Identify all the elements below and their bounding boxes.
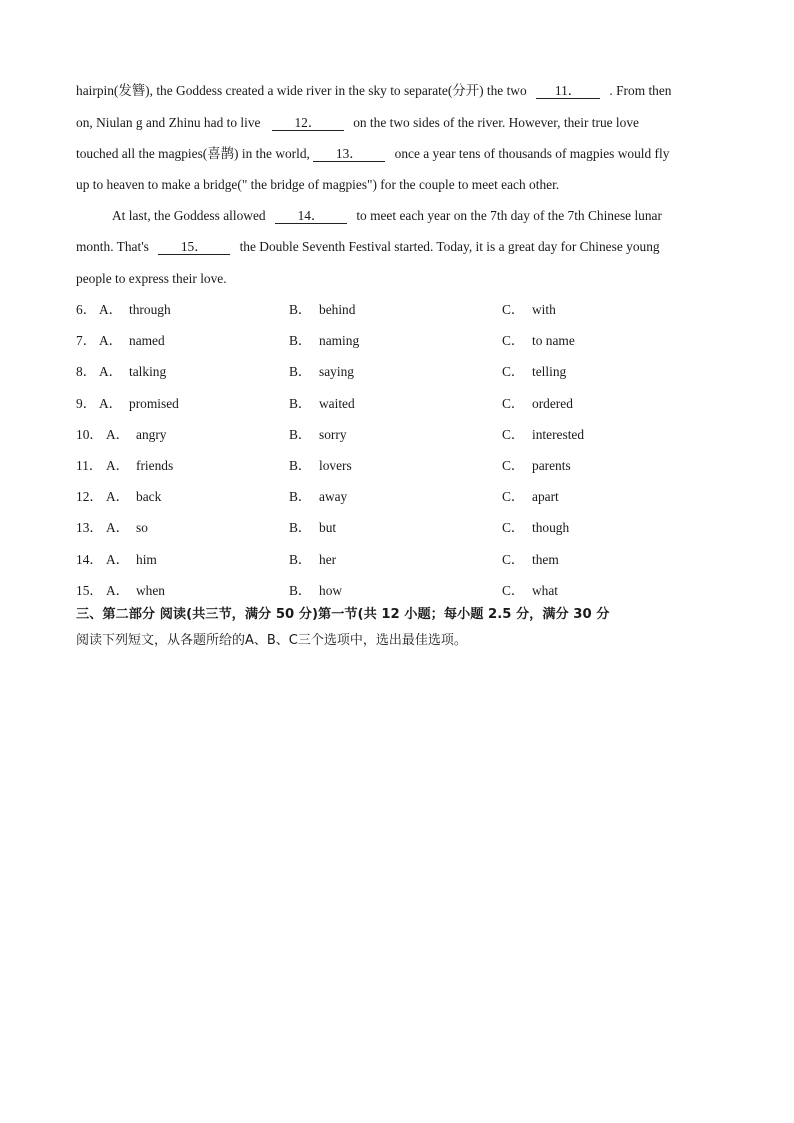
- option-a[interactable]: [99, 363, 166, 381]
- option-text: with: [532, 302, 556, 317]
- option-text: what: [532, 582, 559, 598]
- option-a[interactable]: [106, 551, 157, 569]
- option-text: back: [136, 489, 162, 505]
- option-b[interactable]: [289, 457, 352, 475]
- option-text: behind: [319, 302, 356, 317]
- option-letter: C．: [502, 426, 525, 442]
- option-text: interested: [532, 426, 585, 442]
- question-number: 12．: [76, 489, 103, 505]
- option-letter: B．: [289, 364, 312, 380]
- option-letter: B．: [289, 458, 312, 473]
- option-text: away: [319, 489, 348, 505]
- passage-line-2: [76, 114, 721, 132]
- question-number: 15．: [76, 582, 103, 598]
- option-c[interactable]: [502, 301, 556, 319]
- option-c[interactable]: [502, 426, 584, 444]
- option-c[interactable]: [502, 488, 559, 506]
- option-c[interactable]: [502, 457, 571, 475]
- option-row: [76, 551, 721, 569]
- passage-text: At last, the Goddess allowed: [112, 208, 266, 223]
- option-letter: A．: [106, 426, 130, 442]
- option-text: named: [129, 333, 165, 349]
- option-row: [76, 301, 721, 319]
- option-text: sorry: [319, 426, 347, 442]
- option-letter: B．: [289, 582, 312, 598]
- option-text: lovers: [319, 458, 352, 473]
- option-text: apart: [532, 489, 559, 505]
- option-letter: C．: [502, 520, 525, 536]
- option-letter: B．: [289, 333, 312, 349]
- option-a[interactable]: [99, 395, 179, 413]
- passage-text: touched all the magpies(喜鹊) in the world,: [76, 146, 310, 161]
- option-letter: B．: [289, 302, 312, 317]
- passage-text: hairpin(发簪), the Goddess created a wide river in the sky to separate(分开) the two: [76, 83, 527, 98]
- option-text: ordered: [532, 395, 573, 411]
- option-letter: C．: [502, 458, 525, 473]
- question-number: 11．: [76, 458, 103, 473]
- option-text: saying: [319, 364, 354, 380]
- option-a[interactable]: [106, 457, 173, 475]
- option-letter: A．: [99, 333, 123, 349]
- option-text: parents: [532, 458, 571, 473]
- passage-line-6: [76, 238, 721, 256]
- option-text: promised: [129, 395, 179, 411]
- passage-line-7: people to express their love.: [76, 271, 227, 286]
- option-letter: B．: [289, 520, 312, 536]
- option-b[interactable]: [289, 519, 336, 537]
- option-b[interactable]: [289, 488, 347, 506]
- option-b[interactable]: [289, 363, 354, 381]
- option-text: though: [532, 520, 570, 536]
- option-c[interactable]: [502, 551, 559, 569]
- passage-text: . From then: [609, 83, 672, 98]
- option-letter: A．: [106, 520, 130, 536]
- option-letter: C．: [502, 302, 525, 317]
- option-text: him: [136, 551, 157, 567]
- question-number: 8．: [76, 364, 97, 380]
- option-letter: A．: [99, 364, 123, 380]
- option-a[interactable]: [106, 519, 148, 537]
- option-text: angry: [136, 426, 167, 442]
- passage-text: to meet each year on the 7th day of the 7th Chinese lunar: [356, 208, 662, 223]
- passage-text: once a year tens of thousands of magpies would fly: [394, 146, 670, 161]
- option-text: naming: [319, 333, 360, 349]
- option-letter: C．: [502, 489, 525, 505]
- passage-text: month. That's: [76, 239, 149, 254]
- option-letter: C．: [502, 333, 525, 349]
- passage-line-1: [76, 82, 721, 100]
- option-row: [76, 582, 721, 600]
- option-b[interactable]: [289, 301, 355, 319]
- question-number: 7．: [76, 333, 97, 349]
- option-text: to name: [532, 333, 575, 349]
- option-row: [76, 457, 721, 475]
- option-row: [76, 395, 721, 413]
- passage-text: the Double Seventh Festival started. Today, it is a great day for Chinese young: [239, 239, 660, 254]
- option-text: waited: [319, 395, 355, 411]
- option-letter: A．: [106, 458, 130, 473]
- option-text: telling: [532, 364, 567, 380]
- option-text: but: [319, 520, 337, 536]
- option-a[interactable]: [99, 301, 171, 319]
- answer-blank-15[interactable]: 15．: [158, 240, 230, 255]
- question-number: 6．: [76, 302, 97, 317]
- option-row: [76, 519, 721, 537]
- option-text: so: [136, 520, 148, 536]
- option-row: [76, 426, 721, 444]
- option-b[interactable]: [289, 395, 355, 413]
- option-a[interactable]: [106, 582, 165, 600]
- option-a[interactable]: [99, 332, 165, 350]
- passage-line-4: up to heaven to make a bridge(" the bridge of magpies") for the couple to meet each other.: [76, 177, 560, 192]
- option-letter: C．: [502, 364, 525, 380]
- option-letter: C．: [502, 395, 525, 411]
- passage-line-5: [112, 207, 722, 225]
- option-a[interactable]: [106, 488, 161, 506]
- answer-blank-13[interactable]: 13．: [313, 147, 385, 162]
- option-text: when: [136, 582, 166, 598]
- option-c[interactable]: [502, 332, 575, 350]
- question-number: 14．: [76, 551, 103, 567]
- option-b[interactable]: [289, 332, 359, 350]
- option-letter: A．: [106, 582, 130, 598]
- question-number: 9．: [76, 395, 97, 411]
- option-text: through: [129, 302, 171, 317]
- option-row: [76, 332, 721, 350]
- passage-text: on, Niulan g and Zhinu had to live: [76, 115, 261, 130]
- option-b[interactable]: [289, 551, 336, 569]
- option-letter: A．: [106, 551, 130, 567]
- option-c[interactable]: [502, 519, 569, 537]
- option-c[interactable]: [502, 363, 566, 381]
- option-text: talking: [129, 364, 167, 380]
- section-instruction: 阅读下列短文，从各题所给的A、B、C三个选项中，选出最佳选项。: [76, 633, 467, 648]
- option-letter: C．: [502, 551, 525, 567]
- question-number: 13．: [76, 520, 103, 536]
- answer-blank-11[interactable]: 11．: [536, 84, 600, 99]
- option-text: them: [532, 551, 559, 567]
- section-heading: 三、第二部分 阅读(共三节，满分 50 分)第一节(共 12 小题；每小题 2.5 分，满分 30 分: [76, 607, 610, 622]
- option-b[interactable]: [289, 582, 342, 600]
- option-letter: A．: [106, 489, 130, 505]
- option-c[interactable]: [502, 395, 573, 413]
- option-a[interactable]: [106, 426, 167, 444]
- option-letter: A．: [99, 395, 123, 411]
- option-text: how: [319, 582, 343, 598]
- option-letter: B．: [289, 551, 312, 567]
- option-letter: B．: [289, 395, 312, 411]
- option-letter: B．: [289, 489, 312, 505]
- question-number: 10．: [76, 426, 103, 442]
- option-text: friends: [136, 458, 174, 473]
- passage-line-3: [76, 145, 721, 163]
- passage-text: on the two sides of the river. However, their true love: [353, 115, 639, 130]
- option-row: [76, 488, 721, 506]
- option-c[interactable]: [502, 582, 558, 600]
- option-letter: C．: [502, 582, 525, 598]
- option-letter: B．: [289, 426, 312, 442]
- answer-blank-12[interactable]: 12．: [272, 116, 344, 131]
- option-row: [76, 363, 721, 381]
- option-b[interactable]: [289, 426, 347, 444]
- option-letter: A．: [99, 302, 123, 317]
- answer-blank-14[interactable]: 14．: [275, 209, 347, 224]
- option-text: her: [319, 551, 337, 567]
